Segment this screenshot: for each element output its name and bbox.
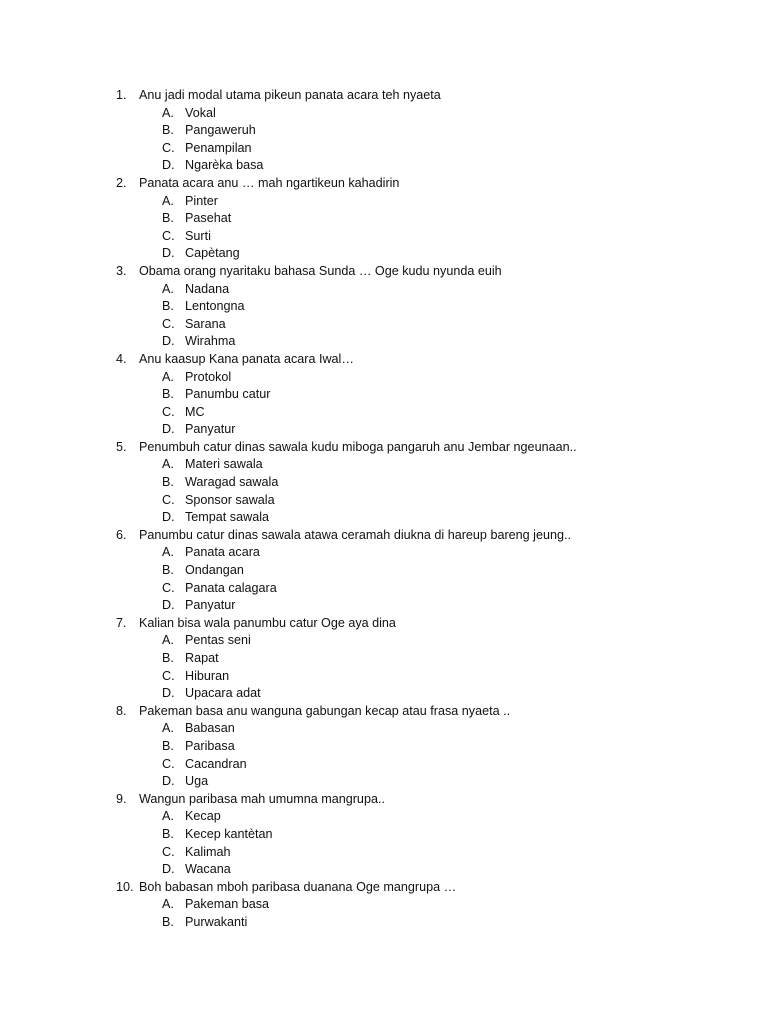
question-number: 3.: [116, 263, 127, 278]
question-item: [116, 791, 736, 809]
answer-option: [116, 298, 736, 316]
option-text: Penampilan: [185, 140, 252, 155]
question-list: [116, 87, 736, 932]
answer-option: [116, 105, 736, 123]
option-text: Panumbu catur: [185, 387, 271, 402]
option-letter: D.: [162, 598, 175, 613]
answer-option: [116, 720, 736, 738]
option-letter: C.: [162, 844, 175, 859]
option-letter: D.: [162, 510, 175, 525]
answer-option: [116, 738, 736, 756]
answer-option: [116, 685, 736, 703]
option-text: Rapat: [185, 651, 219, 665]
answer-option: [116, 544, 736, 562]
answer-option: [116, 650, 736, 668]
question-number: 10.: [116, 879, 134, 894]
question-text: Wangun paribasa mah umumna mangrupa..: [139, 791, 385, 806]
answer-option: [116, 668, 736, 686]
answer-option: [116, 456, 736, 474]
answer-option: [116, 228, 736, 246]
answer-option: [116, 122, 736, 140]
option-text: Paribasa: [185, 738, 235, 753]
option-text: Panyatur: [185, 598, 236, 613]
option-letter: A.: [162, 193, 174, 208]
option-letter: C.: [162, 316, 175, 331]
question-text: Boh babasan mboh paribasa duanana Oge mangrupa …: [139, 879, 457, 894]
question-number: 4.: [116, 351, 127, 366]
option-text: Kalimah: [185, 844, 231, 859]
option-letter: D.: [162, 862, 175, 877]
option-letter: A.: [162, 457, 174, 472]
option-text: Wacana: [185, 862, 231, 877]
option-text: Lentongna: [185, 299, 245, 314]
option-text: Pentas seni: [185, 633, 251, 648]
option-text: Protokol: [185, 369, 232, 384]
question-number: 2.: [116, 175, 127, 190]
option-text: Surti: [185, 228, 211, 243]
question-item: [116, 703, 736, 721]
option-letter: C.: [162, 404, 175, 419]
option-text: Purwakanti: [185, 914, 248, 929]
answer-option: [116, 193, 736, 211]
option-letter: C.: [162, 756, 175, 771]
option-letter: D.: [162, 686, 175, 701]
option-text: Babasan: [185, 721, 235, 736]
answer-option: [116, 861, 736, 879]
question-text: Panata acara anu … mah ngartikeun kahadirin: [139, 175, 400, 190]
question-text: Panumbu catur dinas sawala atawa ceramah diukna di hareup bareng jeung..: [139, 527, 571, 542]
option-text: Uga: [185, 774, 209, 789]
option-text: Vokal: [185, 105, 216, 120]
answer-option: [116, 597, 736, 615]
answer-option: [116, 562, 736, 580]
option-letter: C.: [162, 492, 175, 507]
option-text: Materi sawala: [185, 457, 263, 472]
question-text: Anu kaasup Kana panata acara Iwal…: [139, 351, 354, 366]
answer-option: [116, 773, 736, 791]
answer-option: [116, 474, 736, 492]
answer-option: [116, 369, 736, 387]
option-text: Panata calagara: [185, 580, 277, 595]
option-letter: D.: [162, 158, 175, 173]
question-number: 5.: [116, 439, 127, 454]
option-letter: A.: [162, 369, 174, 384]
option-text: Panyatur: [185, 422, 236, 437]
option-text: Kecep kantètan: [185, 826, 273, 841]
option-letter: A.: [162, 281, 174, 296]
answer-option: [116, 140, 736, 158]
option-text: Kecap: [185, 809, 221, 824]
answer-option: [116, 580, 736, 598]
option-letter: D.: [162, 774, 175, 789]
option-letter: A.: [162, 633, 174, 648]
question-text: Penumbuh catur dinas sawala kudu miboga pangaruh anu Jembar ngeunaan..: [139, 439, 577, 454]
option-text: Sponsor sawala: [185, 492, 275, 507]
option-text: Ngarèka basa: [185, 158, 264, 173]
option-text: Hiburan: [185, 668, 230, 683]
option-letter: C.: [162, 140, 175, 155]
question-item: [116, 351, 736, 369]
option-text: Cacandran: [185, 756, 247, 771]
option-text: Wirahma: [185, 334, 236, 349]
answer-option: [116, 756, 736, 774]
option-letter: B.: [162, 651, 174, 665]
question-text: Pakeman basa anu wanguna gabungan kecap atau frasa nyaeta ..: [139, 703, 511, 718]
question-item: [116, 175, 736, 193]
option-letter: C.: [162, 668, 175, 683]
option-letter: A.: [162, 721, 174, 736]
answer-option: [116, 844, 736, 862]
question-item: [116, 879, 736, 897]
option-letter: B.: [162, 123, 174, 138]
option-letter: B.: [162, 211, 174, 226]
answer-option: [116, 245, 736, 263]
option-letter: C.: [162, 228, 175, 243]
option-letter: A.: [162, 545, 174, 560]
answer-option: [116, 492, 736, 510]
option-text: Upacara adat: [185, 686, 261, 701]
option-letter: B.: [162, 914, 174, 929]
option-text: Nadana: [185, 281, 230, 296]
option-text: Pinter: [185, 193, 218, 208]
question-number: 1.: [116, 88, 127, 102]
option-text: Pakeman basa: [185, 897, 270, 912]
question-number: 8.: [116, 703, 127, 718]
option-text: Waragad sawala: [185, 475, 279, 490]
option-text: Tempat sawala: [185, 510, 269, 525]
answer-option: [116, 281, 736, 299]
option-letter: A.: [162, 897, 174, 912]
question-number: 6.: [116, 527, 127, 542]
answer-option: [116, 914, 736, 932]
option-letter: A.: [162, 809, 174, 824]
option-text: Capètang: [185, 246, 240, 261]
question-item: [116, 527, 736, 545]
option-letter: B.: [162, 826, 174, 841]
option-letter: D.: [162, 334, 175, 349]
option-letter: B.: [162, 475, 174, 490]
answer-option: [116, 509, 736, 527]
question-text: Kalian bisa wala panumbu catur Oge aya dina: [139, 615, 396, 630]
answer-option: [116, 896, 736, 914]
question-item: [116, 87, 736, 105]
option-text: MC: [185, 404, 205, 419]
option-letter: B.: [162, 299, 174, 314]
question-item: [116, 263, 736, 281]
option-text: Panata acara: [185, 545, 260, 560]
option-letter: D.: [162, 246, 175, 261]
answer-option: [116, 826, 736, 844]
answer-option: [116, 386, 736, 404]
answer-option: [116, 333, 736, 351]
question-item: [116, 615, 736, 633]
answer-option: [116, 421, 736, 439]
answer-option: [116, 808, 736, 826]
option-letter: B.: [162, 387, 174, 402]
question-text: Obama orang nyaritaku bahasa Sunda … Oge kudu nyunda euih: [139, 263, 502, 278]
question-number: 7.: [116, 615, 127, 630]
question-item: [116, 439, 736, 457]
option-text: Pangaweruh: [185, 123, 256, 138]
option-text: Pasehat: [185, 211, 232, 226]
answer-option: [116, 316, 736, 334]
option-letter: C.: [162, 580, 175, 595]
option-text: Sarana: [185, 316, 226, 331]
option-letter: B.: [162, 563, 174, 578]
question-text: Anu jadi modal utama pikeun panata acara teh nyaeta: [139, 88, 441, 102]
option-letter: B.: [162, 738, 174, 753]
option-letter: A.: [162, 105, 174, 120]
question-number: 9.: [116, 791, 127, 806]
answer-option: [116, 157, 736, 175]
answer-option: [116, 632, 736, 650]
answer-option: [116, 210, 736, 228]
answer-option: [116, 404, 736, 422]
option-letter: D.: [162, 422, 175, 437]
option-text: Ondangan: [185, 563, 244, 578]
